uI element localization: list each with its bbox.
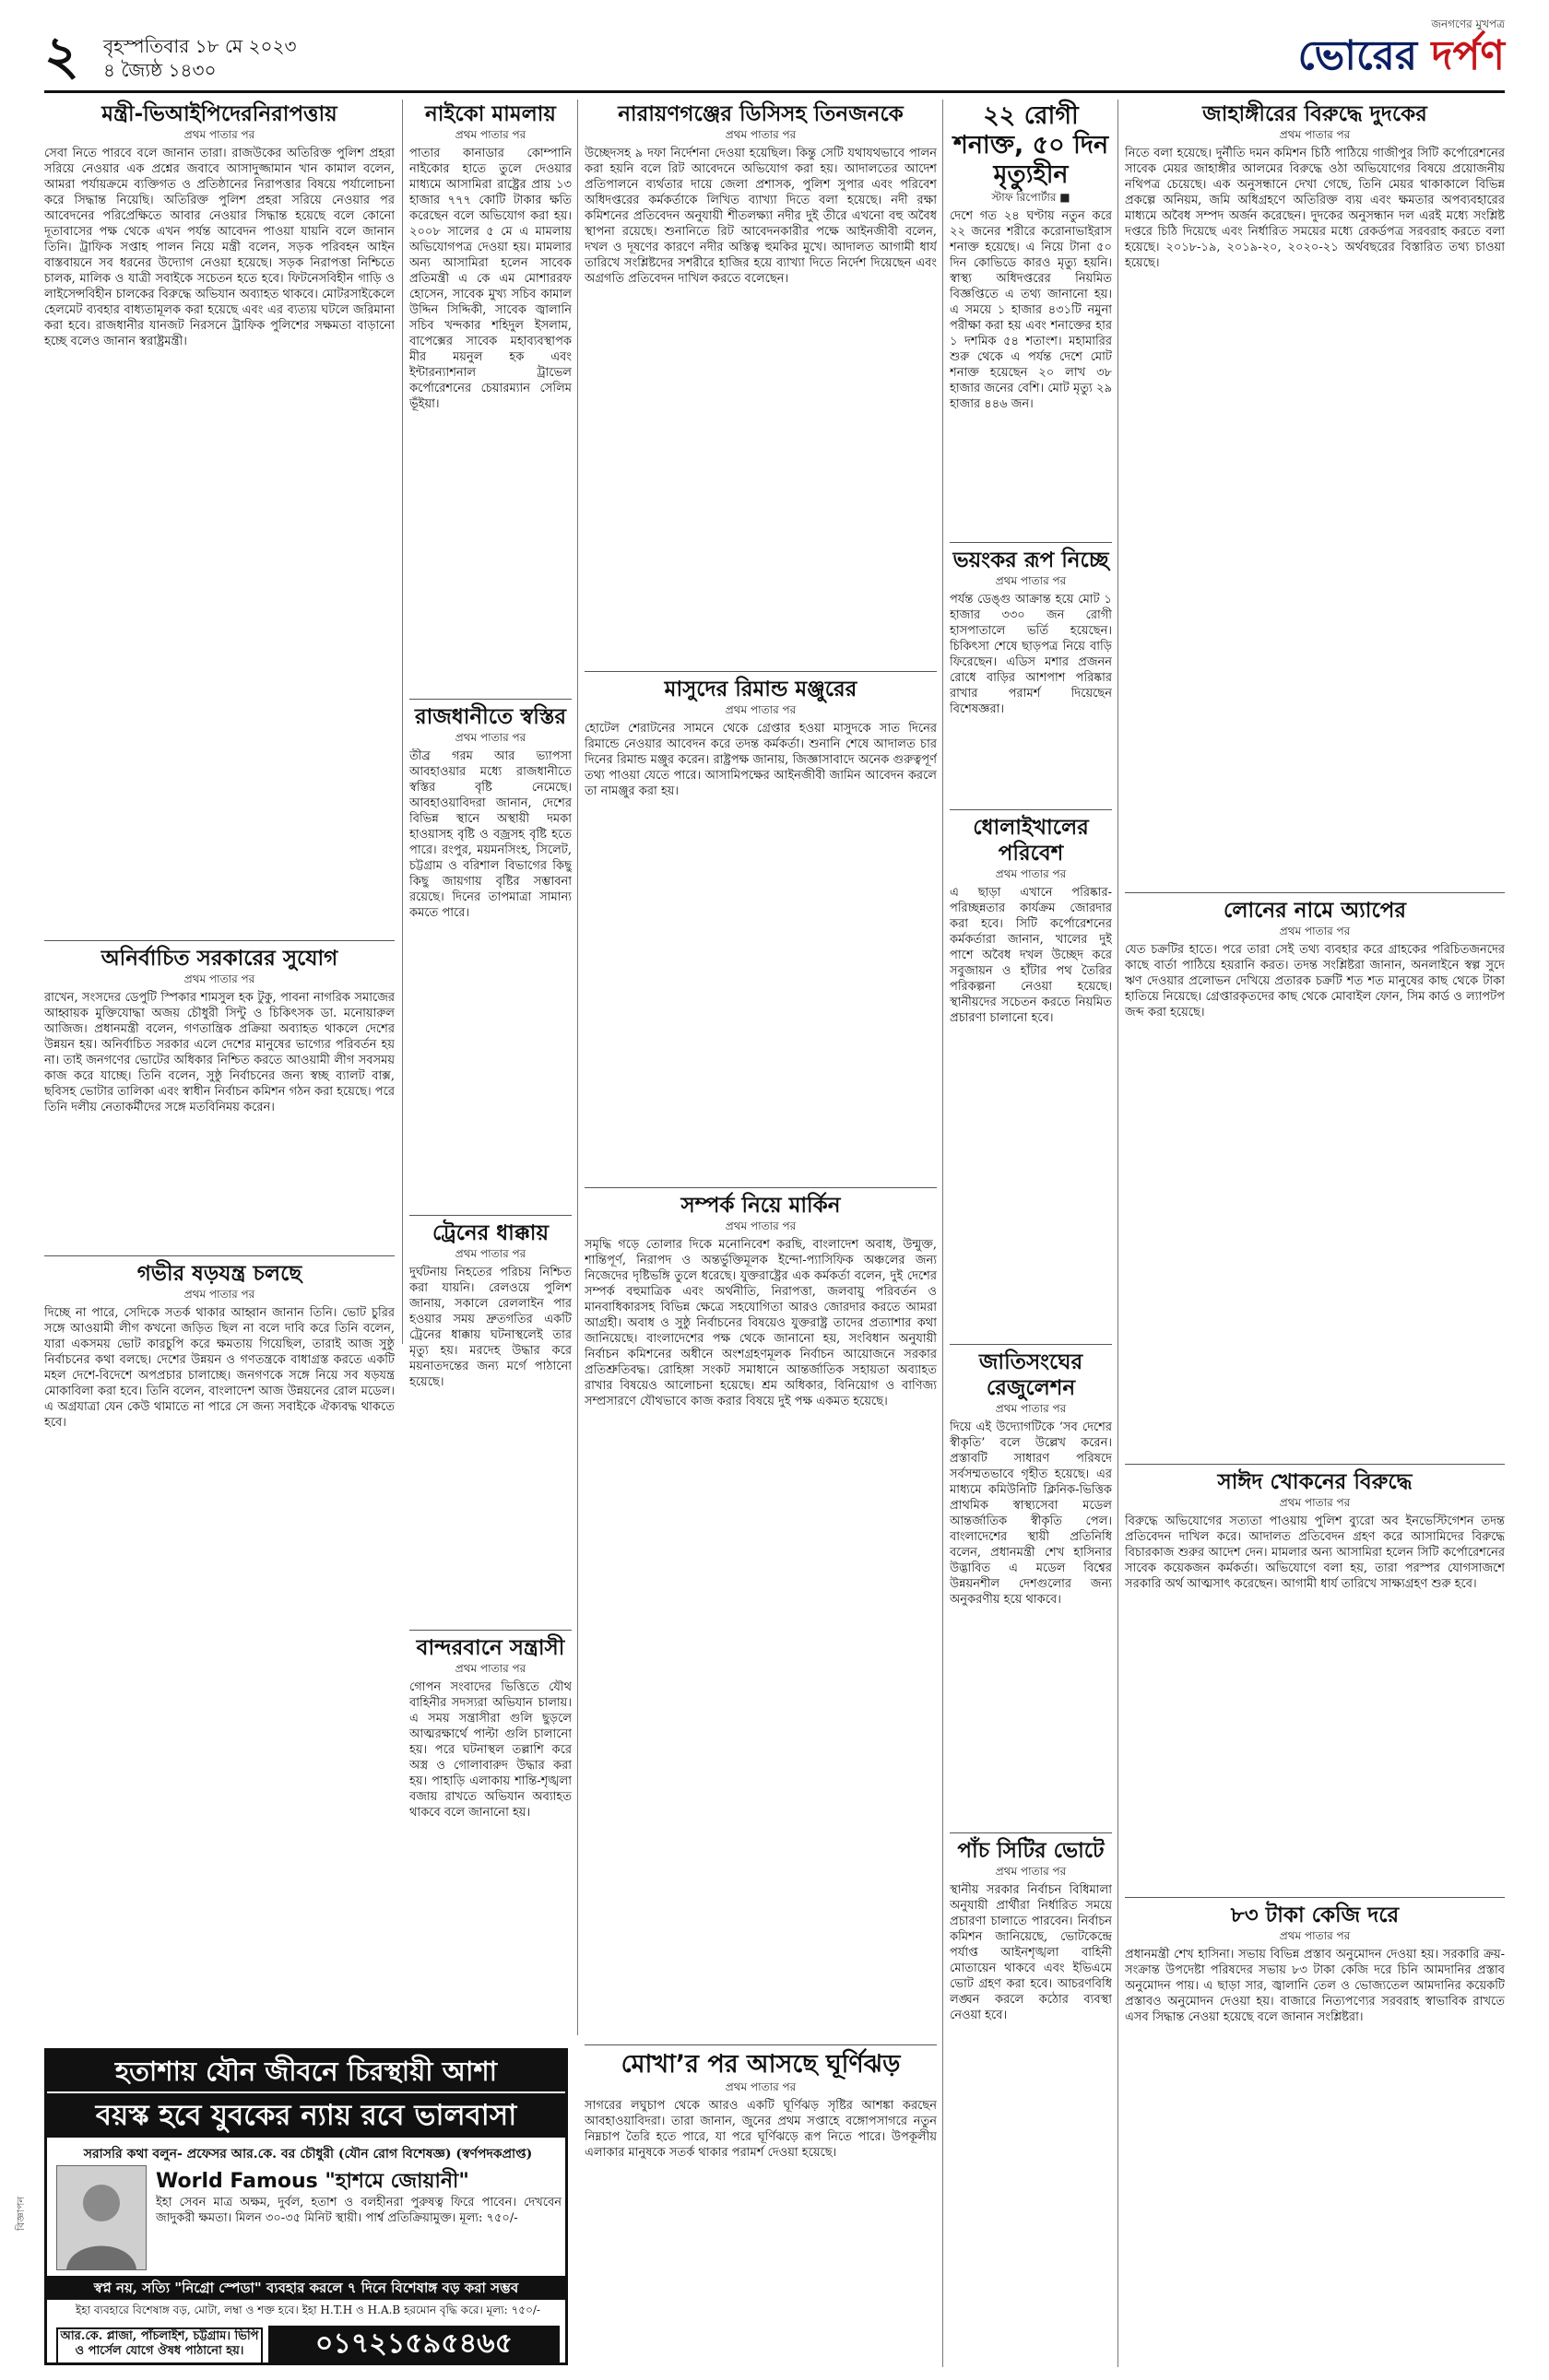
masthead-word-1: ভোরের xyxy=(1297,32,1432,79)
article-kicker: প্রথম পাতার পর xyxy=(455,128,526,141)
column-rule xyxy=(942,100,943,2367)
article-security-vip xyxy=(44,101,395,957)
article-body: উচ্ছেদসহ ৯ দফা নির্দেশনা দেওয়া হয়েছিল। কিন্তু সেটি যথাযথভাবে পালন করা হয়নি বলে রিট আবেদনে অভিযোগ করা হয়। আদালতের আদেশ প্রতিপালনে ব্যর্থতার দায়ে জেলা প্রশাসক, পুলিশ সুপার এবং পরিবেশ অধিদপ্তরের কর্মকর্তাকে লিখিত ব্যাখ্যা দিতে বলা হয়েছে। নদী রক্ষা কমিশনের প্রতিবেদন অনুযায়ী শীতলক্ষ্যা নদীর দুই তীরে এখনো বহু অবৈধ স্থাপনা রয়েছে। শুনানিতে রিট আবেদনকারীর পক্ষে আইনজীবী বলেন, দখল ও দূষণের কারণে নদীর অস্তিত্ব হুমকির মুখে। আদালত আগামী ধার্য তারিখে সংশ্লিষ্টদের সশরীরে হাজির হয়ে ব্যাখ্যা দিতে নির্দেশ দিয়েছেন এবং অগ্রগতি প্রতিবেদন দাখিল করতে বলেছেন। xyxy=(585,147,937,286)
ad-phone-number[interactable]: ০১৭২১৫৯৫৪৬৫ xyxy=(268,2326,560,2362)
article-body: দিয়ে এই উদ্যোগটিকে ‘সব দেশের স্বীকৃতি’ বলে উল্লেখ করেন। প্রস্তাবটি সাধারণ পরিষদে সর্বসম্মতভাবে গৃহীত হয়েছে। এর মাধ্যমে কমিউনিটি ক্লিনিক-ভিত্তিক প্রাথমিক স্বাস্থ্যসেবা মডেল আন্তর্জাতিক স্বীকৃতি পেল। বাংলাদেশের স্থায়ী প্রতিনিধি বলেন, প্রধানমন্ত্রী শেখ হাসিনার উদ্ভাবিত এ মডেল বিশ্বের উন্নয়নশীল দেশগুলোর জন্য অনুকরণীয় হয়ে থাকবে। xyxy=(950,1420,1112,1607)
ad-product-title: World Famous "হাশমে জোয়ানী" xyxy=(156,2170,469,2193)
article-kicker: প্রথম পাতার পর xyxy=(995,867,1067,880)
article-body: যেত চক্রটির হাতে। পরে তারা সেই তথ্য ব্যবহার করে গ্রাহকের পরিচিতজনদের কাছে বার্তা পাঠিয়ে হয়রানি করত। তদন্ত সংশ্লিষ্টরা জানান, অনলাইনে স্বল্প সুদে ঋণ দেওয়ার প্রলোভন দেখিয়ে প্রতারক চক্রটি শত শত মানুষের কাছ থেকে টাকা হাতিয়ে নিয়েছে। গ্রেপ্তারকৃতদের কাছ থেকে মোবাইল ফোন, সিম কার্ড ও ল্যাপটপ জব্দ করা হয়েছে। xyxy=(1125,943,1505,1019)
article-kicker: প্রথম পাতার পর xyxy=(183,128,255,141)
article-headline[interactable]: মন্ত্রী-ভিআইপিদেরনিরাপত্তায় xyxy=(101,102,337,126)
article-headline[interactable]: ৮৩ টাকা কেজি দরে xyxy=(1230,1903,1400,1927)
article-headline[interactable]: রাজধানীতে স্বস্তির xyxy=(414,705,567,729)
article-body: হোটেল শেরাটনের সামনে থেকে গ্রেপ্তার হওয়া মাসুদকে সাত দিনের রিমান্ডে নেওয়ার আবেদন করে তদন্ত কর্মকর্তা। শুনানি শেষে আদালত চার দিনের রিমান্ড মঞ্জুর করেন। রাষ্ট্রপক্ষ জানায়, জিজ্ঞাসাবাদে অনেক গুরুত্বপূর্ণ তথ্য পাওয়া যেতে পারে। আসামিপক্ষের আইনজীবী জামিন আবেদন করলে তা নামঞ্জুর করা হয়। xyxy=(585,722,937,798)
article-kicker: প্রথম পাতার পর xyxy=(995,1402,1067,1415)
ad-note: ইহা ব্যবহারে বিশেষাঙ্গ বড়, মোটা, লম্বা ও শক্ত হবে। ইহা H.T.H ও H.A.B হরমোন বৃদ্ধি করে। মূল্য: ৭৫০/- xyxy=(76,2303,540,2316)
side-reference: বিজ্ঞাপন xyxy=(15,2196,27,2231)
article-cyclone-after-mocha xyxy=(585,2050,937,2365)
article-body: দিচ্ছে না পারে, সেদিকে সতর্ক থাকার আহ্বান জানান তিনি। ভোট চুরির সঙ্গে আওয়ামী লীগ কখনো জড়িত ছিল না বলে দাবি করে তিনি বলেন, যারা একসময় ভোট কারচুপি করে ক্ষমতায় গিয়েছিল, তারাই আজ সুষ্ঠু নির্বাচনের কথা বলছে। দেশের উন্নয়ন ও গণতন্ত্রকে বাধাগ্রস্ত করতে একটি মহল দেশে-বিদেশে অপপ্রচার চালাচ্ছে। জনগণকে সঙ্গে নিয়ে সব ষড়যন্ত্র মোকাবিলা করা হবে। তিনি বলেন, বাংলাদেশ আজ উন্নয়নের রোল মডেল। এ অগ্রযাত্রা যেন কেউ থামাতে না পারে সে জন্য সবাইকে ঐক্যবদ্ধ থাকতে হবে। xyxy=(44,1306,395,1430)
article-headline[interactable]: ভয়ংকর রূপ নিচ্ছে xyxy=(952,548,1109,572)
article-jahangir-acc xyxy=(1125,101,1505,901)
article-body: বিরুদ্ধে অভিযোগের সত্যতা পাওয়ায় পুলিশ ব্যুরো অব ইনভেস্টিগেশন তদন্ত প্রতিবেদন দাখিল করে। আদালত প্রতিবেদন গ্রহণ করে আসামিদের বিরুদ্ধে বিচারকাজ শুরুর আদেশ দেন। মামলার অন্য আসামিরা হলেন সিটি কর্পোরেশনের সাবেক কয়েকজন কর্মকর্তা। অভিযোগে বলা হয়, তারা পরস্পর যোগসাজশে সরকারি অর্থ আত্মসাৎ করেছেন। আগামী ধার্য তারিখে সাক্ষ্যগ্রহণ শুরু হবে। xyxy=(1125,1514,1505,1591)
article-niko-case xyxy=(409,101,572,708)
article-kicker: প্রথম পাতার পর xyxy=(1279,1929,1351,1942)
article-headline[interactable]: পাঁচ সিটির ভোটে xyxy=(957,1839,1105,1863)
article-kicker: প্রথম পাতার পর xyxy=(183,1288,255,1301)
article-body: নিতে বলা হয়েছে। দুর্নীতি দমন কমিশন চিঠি পাঠিয়ে গাজীপুর সিটি কর্পোরেশনের সাবেক মেয়র জাহাঙ্গীর আলমের বিরুদ্ধে ওঠা অভিযোগের বিষয়ে প্রয়োজনীয় নথিপত্র চেয়েছে। এক অনুসন্ধানে দেখা গেছে, তিনি মেয়র থাকাকালে বিভিন্ন প্রকল্পে অনিয়ম, জমি অধিগ্রহণে অতিরিক্ত ব্যয় এবং ক্ষমতার অপব্যবহারের মাধ্যমে অবৈধ সম্পদ অর্জন করেছেন। দুদকের অনুসন্ধান দল এরই মধ্যে সংশ্লিষ্ট দপ্তরে চিঠি দিয়েছে এবং নির্ধারিত সময়ের মধ্যে রেকর্ডপত্র সরবরাহ করতে বলা হয়েছে। ২০১৮-১৯, ২০১৯-২০, ২০২০-২১ অর্থবছরের বিস্তারিত তথ্য চাওয়া হয়েছে। xyxy=(1125,147,1505,270)
page-number: ২ xyxy=(44,24,79,87)
article-masud-remand xyxy=(585,677,937,1219)
article-deep-conspiracy xyxy=(44,1261,395,2061)
masthead-tagline: জনগণের মুখপত্র xyxy=(1431,18,1505,30)
article-kicker: প্রথম পাতার পর xyxy=(725,703,797,716)
article-train-accident xyxy=(409,1220,572,1661)
article-headline[interactable]: লোনের নামে অ্যাপের xyxy=(1224,899,1406,923)
article-kicker: প্রথম পাতার পর xyxy=(1279,128,1351,141)
article-kicker: প্রথম পাতার পর xyxy=(995,574,1067,587)
article-headline[interactable]: মোখা’র পর আসছে ঘূর্ণিঝড় xyxy=(621,2050,901,2079)
column-rule xyxy=(577,100,578,2035)
ad-subline: সরাসরি কথা বলুন- প্রফেসর আর.কে. বর চৌধুরী (যৌন রোগ বিশেষজ্ঞ) (স্বর্ণপদকপ্রাপ্ত) xyxy=(83,2147,533,2162)
article-kicker: প্রথম পাতার পর xyxy=(455,1247,526,1260)
article-kicker: প্রথম পাতার পর xyxy=(725,128,797,141)
header-divider xyxy=(44,90,1505,93)
article-narayanganj-dc xyxy=(585,101,937,671)
article-kicker: প্রথম পাতার পর xyxy=(725,2080,797,2093)
column-rule xyxy=(402,100,403,1344)
masthead-logo xyxy=(1228,18,1505,81)
article-unelected-govt xyxy=(44,946,395,1276)
article-body: দেশে গত ২৪ ঘণ্টায় নতুন করে ২২ জনের শরীরে করোনাভাইরাস শনাক্ত হয়েছে। এ নিয়ে টানা ৫০ দিন কোভিডে কারও মৃত্যু হয়নি। স্বাস্থ্য অধিদপ্তরের নিয়মিত বিজ্ঞপ্তিতে এ তথ্য জানানো হয়। এ সময়ে ১ হাজার ৪৩১টি নমুনা পরীক্ষা করা হয় এবং শনাক্তের হার ১ দশমিক ৫৪ শতাংশ। মহামারির শুরু থেকে এ পর্যন্ত দেশে মোট শনাক্ত হয়েছেন ২০ লাখ ৩৮ হাজার জনের বেশি। মোট মৃত্যু ২৯ হাজার ৪৪৬ জন। xyxy=(950,209,1112,411)
article-headline[interactable]: অনির্বাচিত সরকারের সুযোগ xyxy=(101,947,338,971)
article-body: পর্যন্ত ডেঙ্গু আক্রান্ত হয়ে মোট ১ হাজার ৩৩০ জন রোগী হাসপাতালে ভর্তি হয়েছেন। চিকিৎসা শেষে ছাড়পত্র নিয়ে বাড়ি ফিরেছেন। এডিস মশার প্রজনন রোধে বাড়ির আশপাশ পরিষ্কার রাখার পরামর্শ দিয়েছেন বিশেষজ্ঞরা। xyxy=(950,593,1112,716)
article-un-resolution xyxy=(950,1349,1112,1880)
article-capital-relief xyxy=(409,704,572,1246)
article-kicker: প্রথম পাতার পর xyxy=(455,1662,526,1675)
article-bandarban xyxy=(409,1635,572,2048)
masthead-word-2: দর্পণ xyxy=(1431,32,1505,79)
article-body: সাগরের লঘুচাপ থেকে আরও একটি ঘূর্ণিঝড় সৃষ্টির আশঙ্কা করছেন আবহাওয়াবিদরা। তারা জানান, জুনের প্রথম সপ্তাহে বঙ্গোপসাগরে নতুন নিম্নচাপ তৈরি হতে পারে, যা পরে ঘূর্ণিঝড়ে রূপ নিতে পারে। উপকূলীয় এলাকার মানুষকে সতর্ক থাকার পরামর্শ দেওয়া হয়েছে। xyxy=(585,2099,937,2160)
article-headline[interactable]: নারায়ণগঞ্জের ডিসিসহ তিনজনকে xyxy=(618,102,904,126)
article-body: স্থানীয় সরকার নির্বাচন বিধিমালা অনুযায়ী প্রার্থীরা নির্ধারিত সময়ে প্রচারণা চালাতে পারবেন। নির্বাচন কমিশন জানিয়েছে, ভোটকেন্দ্রে পর্যাপ্ত আইনশৃঙ্খলা বাহিনী মোতায়েন থাকবে এবং ইভিএমে ভোট গ্রহণ করা হবে। আচরণবিধি লঙ্ঘন করলে কঠোর ব্যবস্থা নেওয়া হবে। xyxy=(950,1883,1112,2022)
article-sugar-price xyxy=(1125,1903,1505,2380)
article-kicker: প্রথম পাতার পর xyxy=(995,1865,1067,1878)
article-headline[interactable]: বান্দরবানে সন্ত্রাসী xyxy=(416,1636,565,1660)
ad-headline: হতাশায় যৌন জীবনে চিরস্থায়ী আশা xyxy=(47,2051,565,2091)
article-dholaikhal xyxy=(950,815,1112,1401)
ad-product-description: ইহা সেবন মাত্র অক্ষম, দুর্বল, হতাশ ও বলহীনরা পুরুষত্ব ফিরে পাবেন। দেখবেন জাদুকরী ক্ষমতা। মিলন ৩০-৩৫ মিনিট স্থায়ী। পার্শ্ব প্রতিক্রিয়ামুক্ত। মূল্য: ৭৫০/- xyxy=(156,2196,562,2225)
article-body: রাখেন, সংসদের ডেপুটি স্পিকার শামসুল হক টুকু, পাবনা নাগরিক সমাজের আহ্বায়ক মুক্তিযোদ্ধা অজয় চৌধুরী সিন্টু ও চিকিৎসক ডা. মনোয়ারুল আজিজ। প্রধানমন্ত্রী বলেন, গণতান্ত্রিক প্রক্রিয়া অব্যাহত থাকলে দেশের উন্নয়ন হয়। অনির্বাচিত সরকার এলে দেশের মানুষের ভাগ্যের পরিবর্তন হয় না। তাই জনগণের ভোটের অধিকার নিশ্চিত করতে আওয়ামী লীগ সবসময় কাজ করে যাচ্ছে। তিনি বলেন, সুষ্ঠু নির্বাচনের জন্য স্বচ্ছ ব্যালট বাক্স, ছবিসহ ভোটার তালিকা এবং স্বাধীন নির্বাচন কমিশন গঠন করা হয়েছে। পরে তিনি দলীয় নেতাকর্মীদের সঙ্গে মতবিনিময় করেন। xyxy=(44,991,395,1114)
article-dengue xyxy=(950,548,1112,813)
person-icon xyxy=(57,2166,146,2269)
article-kicker: প্রথম পাতার পর xyxy=(725,1219,797,1232)
article-sayeed-khokon xyxy=(1125,1469,1505,1919)
issue-date: বৃহস্পতিবার ১৮ মে ২০২৩ xyxy=(103,35,297,57)
article-us-relations xyxy=(585,1193,937,2067)
column-rule xyxy=(1117,100,1118,2367)
ad-address: আর.কে. প্লাজা, পাঁচলাইশ, চট্টগ্রাম। ভিপি ও পার্সেল যোগে ঔষধ পাঠানো হয়। xyxy=(56,2327,263,2364)
article-headline[interactable]: জাতিসংঘের রেজুলেশন xyxy=(978,1350,1083,1400)
article-headline[interactable]: ২২ রোগী শনাক্ত, ৫০ দিন মৃত্যুহীন xyxy=(952,101,1109,189)
article-headline[interactable]: ট্রেনের ধাক্কায় xyxy=(432,1221,549,1245)
article-headline[interactable]: মাসুদের রিমান্ড মঞ্জুরের xyxy=(664,677,857,701)
article-kicker: প্রথম পাতার পর xyxy=(1279,1496,1351,1509)
article-body: সমৃদ্ধি গড়ে তোলার দিকে মনোনিবেশ করছি, বাংলাদেশ অবাধ, উন্মুক্ত, শান্তিপূর্ণ, নিরাপদ ও অন্তর্ভুক্তিমূলক ইন্দো-প্যাসিফিক অঞ্চলের জন্য নিজেদের দৃষ্টিভঙ্গি তুলে ধরেছে। যুক্তরাষ্ট্রের এক কর্মকর্তা বলেন, দুই দেশের সম্পর্ক বহুমাত্রিক এবং অর্থনীতি, নিরাপত্তা, জলবায়ু পরিবর্তন ও মানবাধিকারসহ বিভিন্ন ক্ষেত্রে সহযোগিতা আরও জোরদার করতে আমরা আগ্রহী। অবাধ ও সুষ্ঠু নির্বাচনের বিষয়েও যুক্তরাষ্ট্র তাদের প্রত্যাশার কথা জানিয়েছে। বাংলাদেশের পক্ষ থেকে জানানো হয়, সংবিধান অনুযায়ী নির্বাচন কমিশনের অধীনে অংশগ্রহণমূলক নির্বাচন আয়োজনে সরকার প্রতিশ্রুতিবদ্ধ। রোহিঙ্গা সংকট সমাধানে আন্তর্জাতিক সহায়তা অব্যাহত রাখার বিষয়েও আলোচনা হয়েছে। শ্রম অধিকার, বিনিয়োগ ও বাণিজ্য সম্প্রসারণে যৌথভাবে কাজ করার বিষয়ে দুই পক্ষ একমত হয়েছে। xyxy=(585,1238,937,1408)
article-headline[interactable]: সম্পর্ক নিয়ে মার্কিন xyxy=(680,1194,841,1218)
article-body: গোপন সংবাদের ভিত্তিতে যৌথ বাহিনীর সদস্যরা অভিযান চালায়। এ সময় সন্ত্রাসীরা গুলি ছুড়লে আত্মরক্ষার্থে পাল্টা গুলি চালানো হয়। পরে ঘটনাস্থল তল্লাশি করে অস্ত্র ও গোলাবারুদ উদ্ধার করা হয়। পাহাড়ি এলাকায় শান্তি-শৃঙ্খলা বজায় রাখতে অভিযান অব্যাহত থাকবে বলে জানানো হয়। xyxy=(409,1680,572,1820)
ad-doctor-photo xyxy=(56,2165,147,2270)
article-kicker: প্রথম পাতার পর xyxy=(455,731,526,744)
article-body: দুর্ঘটনায় নিহতের পরিচয় নিশ্চিত করা যায়নি। রেলওয়ে পুলিশ জানায়, সকালে রেললাইন পার হওয়ার সময় দ্রুতগতির একটি ট্রেনের ধাক্কায় ঘটনাস্থলেই তার মৃত্যু হয়। মরদেহ উদ্ধার করে ময়নাতদন্তের জন্য মর্গে পাঠানো হয়েছে। xyxy=(409,1266,572,1389)
article-headline[interactable]: গভীর ষড়যন্ত্র চলছে xyxy=(136,1262,302,1286)
article-body: পাতার কানাডার কোম্পানি নাইকোর হাতে তুলে দেওয়ার মাধ্যমে আসামিরা রাষ্ট্রের প্রায় ১৩ হাজার ৭৭৭ কোটি টাকার ক্ষতি করেছেন বলে অভিযোগ করা হয়। ২০০৮ সালের ৫ মে এ মামলায় অভিযোগপত্র দেওয়া হয়। মামলার অন্য আসামিরা হলেন সাবেক প্রতিমন্ত্রী এ কে এম মোশাররফ হোসেন, সাবেক মুখ্য সচিব কামাল উদ্দিন সিদ্দিকী, সাবেক জ্বালানি সচিব খন্দকার শহিদুল ইসলাম, বাপেক্সের সাবেক মহাব্যবস্থাপক মীর ময়নুল হক এবং ইন্টারন্যাশনাল ট্রাভেল কর্পোরেশনের চেয়ারম্যান সেলিম ভূঁইয়া। xyxy=(409,147,572,411)
article-body: সেবা নিতে পারবে বলে জানান তারা। রাজউকের অতিরিক্ত পুলিশ প্রহরা সরিয়ে নেওয়ার এক প্রশ্নের জবাবে আসাদুজ্জামান খান কামাল বলেন, আমরা পর্যায়ক্রমে ব্যক্তিগত ও প্রতিষ্ঠানের নিরাপত্তার বিষয়ে পর্যালোচনা করে সিদ্ধান্ত নিয়েছি। অতিরিক্ত পুলিশ প্রহরা সরিয়ে নেওয়ার পর আবেদনের পরিপ্রেক্ষিতে আবার নেওয়ার সিদ্ধান্ত হয়েছে বলে কোনো দূতাবাসের পক্ষ থেকে এখন পর্যন্ত আবেদন পাওয়া যায়নি বলে জানান তিনি। ট্রাফিক সপ্তাহ পালন নিয়ে মন্ত্রী বলেন, সড়ক পরিবহন আইন বাস্তবায়নে সব ধরনের উদ্যোগ নেওয়া হয়েছে। সড়ক নিরাপত্তা নিশ্চিতে চালক, মালিক ও যাত্রী সবাইকে সচেতন হতে হবে। ফিটনেসবিহীন গাড়ি ও লাইসেন্সবিহীন চালকের বিরুদ্ধে অভিযান অব্যাহত থাকবে। মোটরসাইকেলে হেলমেট ব্যবহার বাধ্যতামূলক করা হয়েছে এবং এর ব্যত্যয় ঘটলে জরিমানা করা হবে। রাজধানীর যানজট নিরসনে ট্রাফিক পুলিশের সক্ষমতা বাড়ানো হচ্ছে বলেও জানান স্বরাষ্ট্রমন্ত্রী। xyxy=(44,147,395,348)
article-body: তীব্র গরম আর ভ্যাপসা আবহাওয়ার মধ্যে রাজধানীতে স্বস্তির বৃষ্টি নেমেছে। আবহাওয়াবিদরা জানান, দেশের বিভিন্ন স্থানে অস্থায়ী দমকা হাওয়াসহ বৃষ্টি ও বজ্রসহ বৃষ্টি হতে পারে। রংপুর, ময়মনসিংহ, সিলেট, চট্টগ্রাম ও বরিশাল বিভাগের কিছু কিছু জায়গায় বৃষ্টির সম্ভাবনা রয়েছে। দিনের তাপমাত্রা সামান্য কমতে পারে। xyxy=(409,749,572,920)
article-covid-cases xyxy=(950,101,1112,595)
article-body: এ ছাড়া এখানে পরিষ্কার-পরিচ্ছন্নতার কার্যক্রম জোরদার করা হবে। সিটি কর্পোরেশনের কর্মকর্তারা জানান, খালের দুই পাশে অবৈধ দখল উচ্ছেদ করে সবুজায়ন ও হাঁটার পথ তৈরির পরিকল্পনা নেওয়া হয়েছে। স্থানীয়দের সচেতন করতে নিয়মিত প্রচারণা চালানো হবে। xyxy=(950,886,1112,1025)
article-kicker: স্টাফ রিপোর্টার ■ xyxy=(991,191,1070,204)
ad-promo-band: স্বপ্ন নয়, সত্যি "নিগ্রো স্পেডা" ব্যবহার করলে ৭ দিনে বিশেষাঙ্গ বড় করা সম্ভব xyxy=(47,2276,565,2300)
article-headline[interactable]: ধোলাইখালের পরিবেশ xyxy=(973,816,1089,866)
bangla-date: ৪ জ্যৈষ্ঠ ১৪৩০ xyxy=(103,59,217,81)
article-headline[interactable]: নাইকো মামলায় xyxy=(425,102,556,126)
article-kicker: প্রথম পাতার পর xyxy=(183,972,255,985)
article-body: প্রধানমন্ত্রী শেখ হাসিনা। সভায় বিভিন্ন প্রস্তাব অনুমোদন দেওয়া হয়। সরকারি ক্রয়-সংক্রান্ত উপদেষ্টা পরিষদের সভায় ৮৩ টাকা কেজি দরে চিনি আমদানির প্রস্তাব অনুমোদন পায়। এ ছাড়া সার, জ্বালানি তেল ও ভোজ্যতেল আমদানির কয়েকটি প্রস্তাবও অনুমোদন দেওয়া হয়। বাজারে নিত্যপণ্যের সরবরাহ স্বাভাবিক রাখতে এসব সিদ্ধান্ত নেওয়া হয়েছে বলে জানান সংশ্লিষ্টরা। xyxy=(1125,1948,1505,2024)
article-headline[interactable]: জাহাঙ্গীরের বিরুদ্ধে দুদকের xyxy=(1202,102,1427,126)
article-five-city-polls xyxy=(950,1838,1112,2380)
article-loan-app xyxy=(1125,898,1505,1495)
article-kicker: প্রথম পাতার পর xyxy=(1279,925,1351,937)
article-headline[interactable]: সাঈদ খোকনের বিরুদ্ধে xyxy=(1217,1470,1413,1494)
ad-headline-2: বয়স্ক হবে যুবকের ন্যায় রবে ভালবাসা xyxy=(47,2093,565,2138)
advertisement-box[interactable] xyxy=(44,2048,568,2365)
